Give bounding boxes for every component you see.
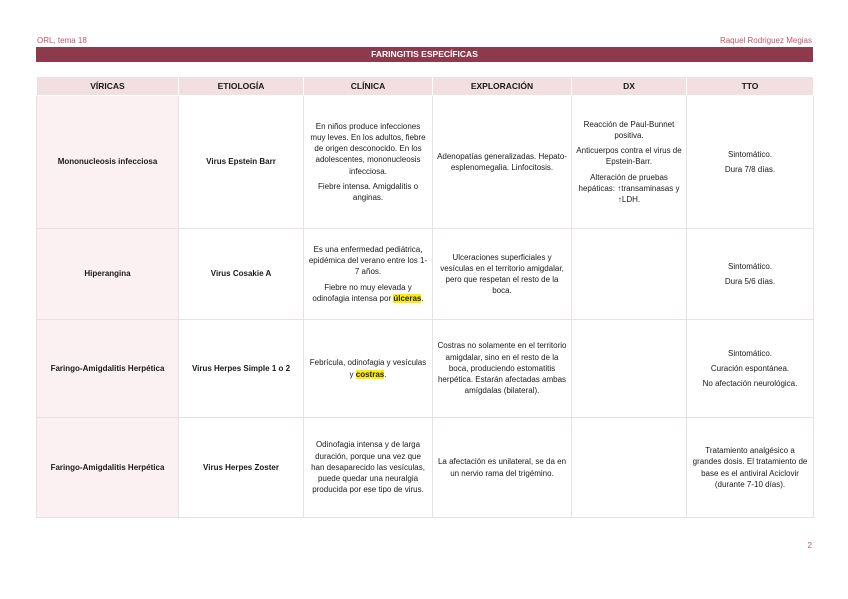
row-clinica: Odinofagia intensa y de larga duración, porque una vez que han desaparecido las vesículas, puede quedar una neuralgia producida por ese tipo de virus. xyxy=(304,418,433,518)
clinica-paragraph: Es una enfermedad pediátrica, epidémica del verano entre los 1-7 años. xyxy=(308,244,428,277)
col-header-tto: TTO xyxy=(687,77,814,96)
row-dx xyxy=(572,418,687,518)
row-category: Hiperangina xyxy=(37,229,179,320)
row-tto xyxy=(687,320,814,418)
tto-paragraph: Dura 7/8 días. xyxy=(724,165,776,174)
table-row xyxy=(37,418,814,518)
row-etiologia: Virus Herpes Simple 1 o 2 xyxy=(179,320,304,418)
tto-paragraph: Sintomático. xyxy=(727,348,773,358)
clinica-paragraph: En niños produce infecciones muy leves. En los adultos, fiebre de origen desconocido. En los adolescentes, mononucleosis infecciosa. xyxy=(310,121,426,176)
clinica-text: . xyxy=(421,293,424,303)
highlight-costras: costras xyxy=(355,369,385,379)
row-tto: Tratamiento analgésico a grandes dosis. El tratamiento de base es el antiviral Aciclovir (durante 7-10 días). xyxy=(687,418,814,518)
row-exploracion: Adenopatías generalizadas. Hepato-esplenomegalia. Linfocitosis. xyxy=(433,96,572,229)
row-tto xyxy=(687,229,814,320)
table-header-row xyxy=(37,77,814,96)
col-header-viricas: VÍRICAS xyxy=(37,77,179,96)
col-header-exploracion: EXPLORACIÓN xyxy=(433,77,572,96)
col-header-dx: DX xyxy=(572,77,687,96)
row-etiologia: Virus Cosakie A xyxy=(179,229,304,320)
row-clinica xyxy=(304,320,433,418)
row-clinica xyxy=(304,229,433,320)
row-exploracion: Costras no solamente en el territorio amigdalar, sino en el resto de la boca, produciendo estomatitis herpética. Estarán afectadas ambas amígdalas (bilateral). xyxy=(433,320,572,418)
faringitis-table xyxy=(36,76,814,518)
tto-paragraph: Curación espontánea. xyxy=(710,363,790,373)
page-number: 2 xyxy=(807,541,812,550)
col-header-clinica: CLÍNICA xyxy=(304,77,433,96)
tto-paragraph: Dura 5/6 días. xyxy=(724,277,776,286)
row-tto xyxy=(687,96,814,229)
clinica-paragraph: Fiebre intensa. Amigdalitis o anginas. xyxy=(317,181,419,202)
section-title-banner: FARINGITIS ESPECÍFICAS xyxy=(36,47,813,62)
row-etiologia: Virus Epstein Barr xyxy=(179,96,304,229)
row-dx xyxy=(572,320,687,418)
row-exploracion: Ulceraciones superficiales y vesículas en el territorio amigdalar, pero que respetan el resto de la boca. xyxy=(433,229,572,320)
clinica-text: Febrícula, odinofagia y vesículas y xyxy=(309,358,427,379)
tto-paragraph: Sintomático. xyxy=(727,149,773,159)
header-subject: ORL, tema 18 xyxy=(37,36,87,45)
row-dx xyxy=(572,96,687,229)
clinica-text: . xyxy=(384,369,387,379)
clinica-text: Fiebre no muy elevada y odinofagia intensa por xyxy=(312,282,412,303)
row-dx xyxy=(572,229,687,320)
highlight-ulceras: úlceras xyxy=(393,293,422,303)
dx-paragraph: Reacción de Paul-Bunnet positiva. xyxy=(583,119,675,140)
clinica-paragraph xyxy=(308,282,428,304)
col-header-etiologia: ETIOLOGÍA xyxy=(179,77,304,96)
row-exploracion: La afectación es unilateral, se da en un nervio rama del trigémino. xyxy=(433,418,572,518)
dx-paragraph: Anticuerpos contra el virus de Epstein-Barr. xyxy=(576,146,682,167)
row-category: Faringo-Amigdalitis Herpética xyxy=(37,418,179,518)
row-category: Mononucleosis infecciosa xyxy=(37,96,179,229)
row-etiologia: Virus Herpes Zoster xyxy=(179,418,304,518)
dx-paragraph: Alteración de pruebas hepáticas: ↑transaminasas y ↑LDH. xyxy=(578,172,680,204)
table-row xyxy=(37,320,814,418)
row-category: Faringo-Amigdalitis Herpética xyxy=(37,320,179,418)
table-row xyxy=(37,96,814,229)
tto-paragraph: Sintomático. xyxy=(727,261,773,271)
table-row xyxy=(37,229,814,320)
header-author: Raquel Rodriguez Megias xyxy=(719,36,812,45)
tto-paragraph: No afectación neurológica. xyxy=(702,379,798,389)
row-clinica xyxy=(304,96,433,229)
